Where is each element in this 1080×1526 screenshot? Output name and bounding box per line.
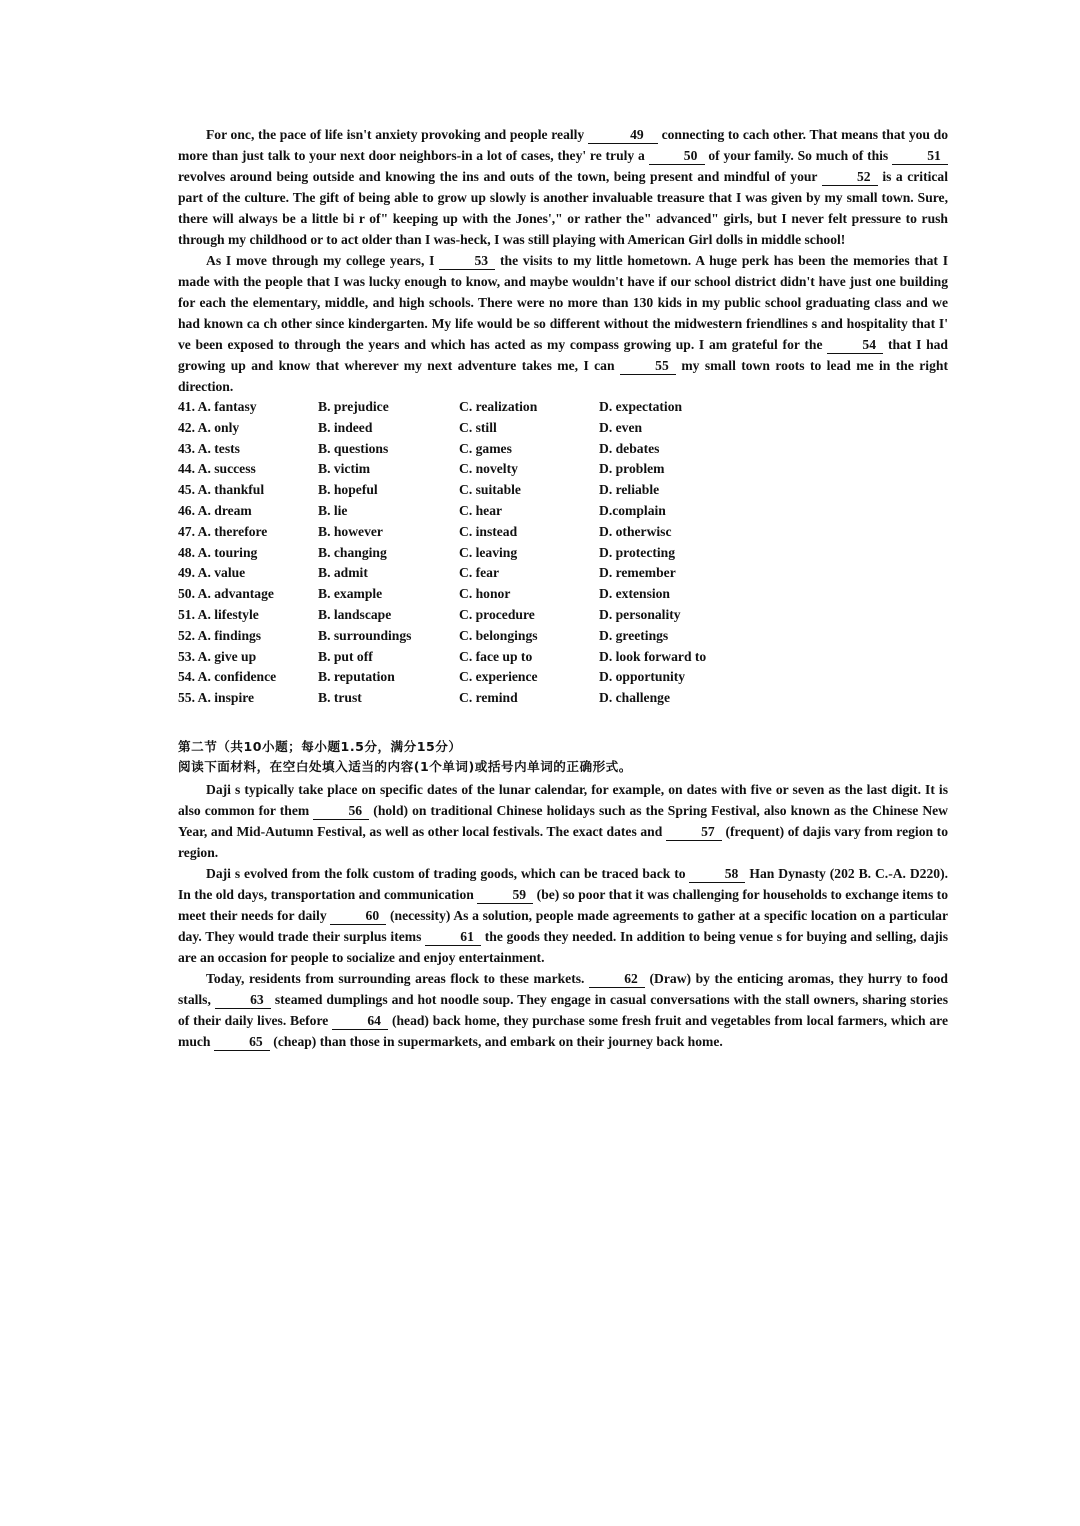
passage-paragraph-1 — [178, 124, 948, 250]
passage-text: steamed dumplings and hot noodle soup. They engage in casual conversations with the stall owners, sharing stories of their daily lives. Before — [178, 991, 948, 1028]
passage-text: (frequent) of dajis vary from region to region. — [178, 823, 948, 860]
blank-58[interactable]: 58 — [689, 866, 745, 883]
grammar-fill-passage — [178, 779, 948, 1052]
option-d[interactable]: D. extension — [599, 586, 670, 602]
option-c[interactable]: C. hear — [459, 502, 503, 518]
blank-55[interactable]: 55 — [620, 358, 676, 375]
option-b[interactable]: B. admit — [318, 565, 368, 581]
section-2-header — [178, 737, 948, 777]
cloze-passage — [178, 124, 948, 397]
option-a[interactable]: 54. A. confidence — [178, 669, 277, 685]
passage-text: that I had growing up and know that wherever my next adventure takes me, I can — [178, 337, 948, 373]
passage-paragraph-2 — [178, 250, 948, 397]
option-a[interactable]: 48. A. touring — [178, 544, 258, 560]
option-d[interactable]: D. reliable — [599, 482, 660, 498]
option-b[interactable]: B. surroundings — [318, 627, 412, 643]
option-a[interactable]: 49. A. value — [178, 565, 246, 581]
option-b[interactable]: B. lie — [318, 502, 348, 518]
option-a[interactable]: 45. A. thankful — [178, 482, 265, 498]
passage-text: (be) so poor that it was challenging for households to exchange items to meet their needs for daily — [178, 886, 948, 923]
passage-text: revolves around being outside and knowing the ins and outs of the town, being present and mindful of your — [178, 169, 818, 184]
question-41-options — [178, 397, 948, 418]
blank-64[interactable]: 64 — [332, 1013, 388, 1030]
option-c[interactable]: C. experience — [459, 669, 538, 685]
blank-65[interactable]: 65 — [214, 1034, 270, 1051]
option-c[interactable]: C. fear — [459, 565, 500, 581]
passage-text: Today, residents from surrounding areas flock to these markets. — [206, 970, 585, 986]
option-c[interactable]: C. novelty — [459, 461, 518, 477]
option-d[interactable]: D. debates — [599, 440, 660, 456]
option-b[interactable]: B. victim — [318, 461, 371, 477]
question-54-options — [178, 667, 948, 688]
option-d[interactable]: D. personality — [599, 606, 681, 622]
question-53-options — [178, 647, 948, 668]
passage-text: the goods they needed. In addition to being venue s for buying and selling, dajis are an occasion for people to socialize and enjoy entertainment. — [178, 928, 948, 965]
question-49-options — [178, 563, 948, 584]
option-a[interactable]: 55. A. inspire — [178, 690, 255, 706]
option-c[interactable]: C. realization — [459, 399, 538, 414]
blank-51[interactable]: 51 — [892, 148, 948, 165]
passage2-paragraph-2 — [178, 863, 948, 968]
option-b[interactable]: B. reputation — [318, 669, 395, 685]
question-43-options — [178, 439, 948, 460]
blank-56[interactable]: 56 — [313, 803, 369, 820]
passage-text: of your family. So much of this — [708, 148, 889, 163]
section-instruction: 阅读下面材料，在空白处填入适当的内容(1个单词)或括号内单词的正确形式。 — [178, 758, 632, 774]
option-d[interactable]: D. even — [599, 419, 643, 435]
passage-text: (cheap) than those in supermarkets, and embark on their journey back home. — [273, 1033, 723, 1049]
option-a[interactable]: 52. A. findings — [178, 627, 262, 643]
option-b[interactable]: B. trust — [318, 690, 362, 706]
question-47-options — [178, 522, 948, 543]
passage2-paragraph-3 — [178, 968, 948, 1052]
option-d[interactable]: D. challenge — [599, 690, 670, 706]
option-b[interactable]: B. put off — [318, 648, 373, 664]
question-46-options — [178, 501, 948, 522]
option-d[interactable]: D. problem — [599, 461, 665, 477]
option-d[interactable]: D. opportunity — [599, 669, 686, 685]
option-d[interactable]: D. remember — [599, 565, 676, 581]
option-d[interactable]: D.complain — [599, 502, 666, 518]
option-a[interactable]: 43. A. tests — [178, 440, 240, 456]
answer-options — [178, 397, 948, 709]
question-55-options — [178, 688, 948, 709]
option-c[interactable]: C. face up to — [459, 648, 533, 664]
passage-text: Han Dynasty (202 B. C.-A. D220). In the old days, transportation and communication — [178, 865, 948, 902]
question-45-options — [178, 480, 948, 501]
passage-text: my small town roots to lead me in the right direction. — [178, 358, 948, 394]
option-a[interactable]: 44. A. success — [178, 461, 256, 477]
passage-text: As I move through my college years, I — [206, 253, 435, 268]
option-d[interactable]: D. look forward to — [599, 648, 707, 664]
option-b[interactable]: B. indeed — [318, 419, 373, 435]
option-c[interactable]: C. leaving — [459, 544, 518, 560]
option-c[interactable]: C. suitable — [459, 482, 521, 498]
exam-page — [178, 124, 948, 1052]
blank-61[interactable]: 61 — [425, 929, 481, 946]
blank-54[interactable]: 54 — [827, 337, 883, 354]
question-48-options — [178, 543, 948, 564]
option-b[interactable]: B. questions — [318, 440, 389, 456]
blank-49[interactable]: 49 — [588, 127, 658, 144]
option-b[interactable]: B. however — [318, 523, 383, 539]
option-c[interactable]: C. instead — [459, 523, 518, 539]
passage-text: (head) back home, they purchase some fresh fruit and vegetables from local farmers, which are much — [178, 1012, 948, 1049]
blank-63[interactable]: 63 — [215, 992, 271, 1009]
blank-57[interactable]: 57 — [666, 824, 722, 841]
option-d[interactable]: D. otherwisc — [599, 523, 672, 539]
option-c[interactable]: C. belongings — [459, 627, 538, 643]
option-b[interactable]: B. landscape — [318, 606, 392, 622]
option-a[interactable]: 51. A. lifestyle — [178, 606, 259, 622]
passage-text: (Draw) by the enticing aromas, they hurry to food stalls, — [178, 970, 948, 1007]
question-51-options — [178, 605, 948, 626]
blank-59[interactable]: 59 — [477, 887, 533, 904]
question-42-options — [178, 418, 948, 439]
passage-text: connecting to cach other. That means that you do more than just talk to your next door neighbors-in a lot of cases, they' re truly a — [178, 127, 948, 163]
option-c[interactable]: C. still — [459, 419, 497, 435]
option-a[interactable]: 50. A. advantage — [178, 586, 274, 602]
option-d[interactable]: D. protecting — [599, 544, 676, 560]
question-52-options — [178, 626, 948, 647]
option-c[interactable]: C. honor — [459, 586, 511, 602]
option-b[interactable]: B. example — [318, 586, 383, 602]
option-d[interactable]: D. expectation — [599, 399, 683, 414]
option-a[interactable]: 53. A. give up — [178, 648, 257, 664]
passage-text: For onc, the pace of life isn't anxiety provoking and people really — [206, 127, 585, 142]
option-b[interactable]: B. hopeful — [318, 482, 378, 498]
section-heading: 第二节（共10小题；每小题1.5分，满分15分） — [178, 738, 462, 754]
blank-62[interactable]: 62 — [589, 971, 645, 988]
passage2-paragraph-1 — [178, 779, 948, 863]
option-c[interactable]: C. remind — [459, 690, 518, 706]
option-a[interactable]: 47. A. therefore — [178, 523, 268, 539]
option-b[interactable]: B. prejudice — [318, 399, 389, 414]
option-d[interactable]: D. greetings — [599, 627, 669, 643]
option-c[interactable]: C. games — [459, 440, 512, 456]
passage-text: is a critical part of the culture. The gift of being able to grow up slowly is another invaluable treasure that I was given by my small town. Sure, there will always be a little bi r of" keeping up with the Jones'," or rather the" advanced" girls, but I never felt pressure to rush through my childhood or to act older than I was-heck, I was still playing with American Girl dolls in middle school! — [178, 169, 948, 247]
option-c[interactable]: C. procedure — [459, 606, 535, 622]
blank-60[interactable]: 60 — [330, 908, 386, 925]
option-a[interactable]: 41. A. fantasy — [178, 399, 257, 414]
blank-52[interactable]: 52 — [822, 169, 878, 186]
passage-text: (necessity) As a solution, people made agreements to gather at a specific location on a particular day. They would trade their surplus items — [178, 907, 948, 944]
passage-text: Daji s typically take place on specific dates of the lunar calendar, for example, on dates with five or seven as the last digit. It is also common for them — [178, 781, 948, 818]
blank-53[interactable]: 53 — [439, 253, 495, 270]
blank-50[interactable]: 50 — [649, 148, 705, 165]
passage-text: the visits to my little hometown. A huge perk has been the memories that I made with the people that I was lucky enough to know, and maybe wouldn't have if our school district didn't have just one building for each the elementary, middle, and high schools. There were no more than 130 kids in my public school graduating class and we had known ca ch other since kindergarten. My life would be so different without the midwestern friendlines s and hospitality that I' ve been exposed to through the years and which has acted as my compass growing up. I am grateful for the — [178, 253, 948, 352]
question-50-options — [178, 584, 948, 605]
passage-text: Daji s evolved from the folk custom of trading goods, which can be traced back to — [206, 865, 686, 881]
option-a[interactable]: 46. A. dream — [178, 502, 252, 518]
question-44-options — [178, 459, 948, 480]
passage-text: (hold) on traditional Chinese holidays such as the Spring Festival, also known as the Chinese New Year, and Mid-Autumn Festival, as well as other local festivals. The exact dates and — [178, 802, 948, 839]
option-b[interactable]: B. changing — [318, 544, 387, 560]
option-a[interactable]: 42. A. only — [178, 419, 240, 435]
